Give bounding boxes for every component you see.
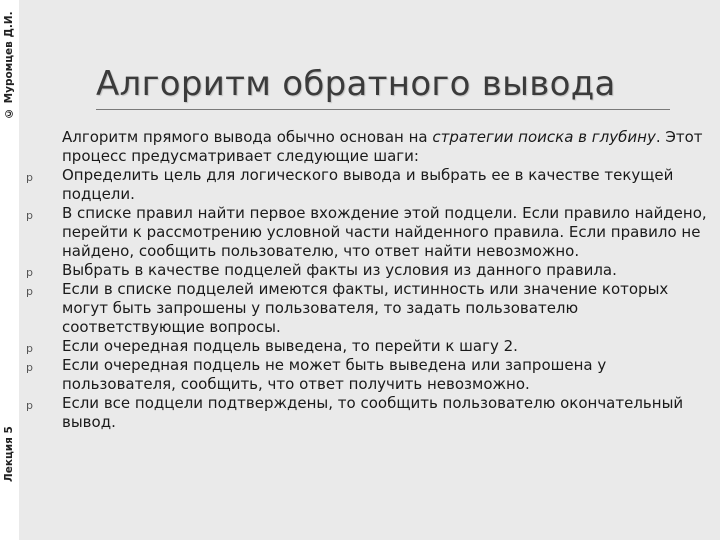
intro-text-end: . Этот процесс предусматривает следующие шаги: <box>62 128 703 165</box>
lecture-label: Лекция 5 <box>3 426 15 482</box>
list-item <box>26 356 707 394</box>
list-item <box>26 166 707 204</box>
bullet-icon: p <box>26 209 33 222</box>
list-item <box>26 394 707 432</box>
bullet-icon: p <box>26 361 33 374</box>
slide-body <box>26 128 707 432</box>
step-text: Если все подцели подтверждены, то сообщить пользователю окончательный вывод. <box>62 394 684 431</box>
bullet-icon: p <box>26 266 33 279</box>
step-text: Определить цель для логического вывода и выбрать ее в качестве текущей подцели. <box>62 166 674 203</box>
list-item <box>26 280 707 337</box>
step-text: Если очередная подцель выведена, то перейти к шагу 2. <box>62 337 518 355</box>
intro-text-start: Алгоритм прямого вывода обычно основан на <box>62 128 433 146</box>
steps-list <box>26 166 707 432</box>
bullet-icon: p <box>26 285 33 298</box>
bullet-icon: p <box>26 399 33 412</box>
list-item <box>26 337 707 356</box>
step-text: Выбрать в качестве подцелей факты из условия из данного правила. <box>62 261 617 279</box>
intro-emphasis: стратегии поиска в глубину <box>432 128 656 146</box>
side-strip <box>0 0 19 540</box>
step-text: В списке правил найти первое вхождение этой подцели. Если правило найдено, перейти к рассмотрению условной части найденного правила. Если правило не найдено, сообщить пользователю, что ответ найти невозможно. <box>62 204 707 260</box>
step-text: Если очередная подцель не может быть выведена или запрошена у пользователя, сообщить, что ответ получить невозможно. <box>62 356 607 393</box>
bullet-icon: p <box>26 342 33 355</box>
title-underline <box>96 109 670 110</box>
step-text: Если в списке подцелей имеются факты, истинность или значение которых могут быть запрошены у пользователя, то задать пользователю соответствующие вопросы. <box>62 280 669 336</box>
intro-paragraph <box>62 128 707 166</box>
list-item <box>26 261 707 280</box>
bullet-icon: p <box>26 171 33 184</box>
slide-title: Алгоритм обратного вывода <box>96 64 616 104</box>
list-item <box>26 204 707 261</box>
copyright-label: © Муромцев Д.И. <box>3 11 15 120</box>
